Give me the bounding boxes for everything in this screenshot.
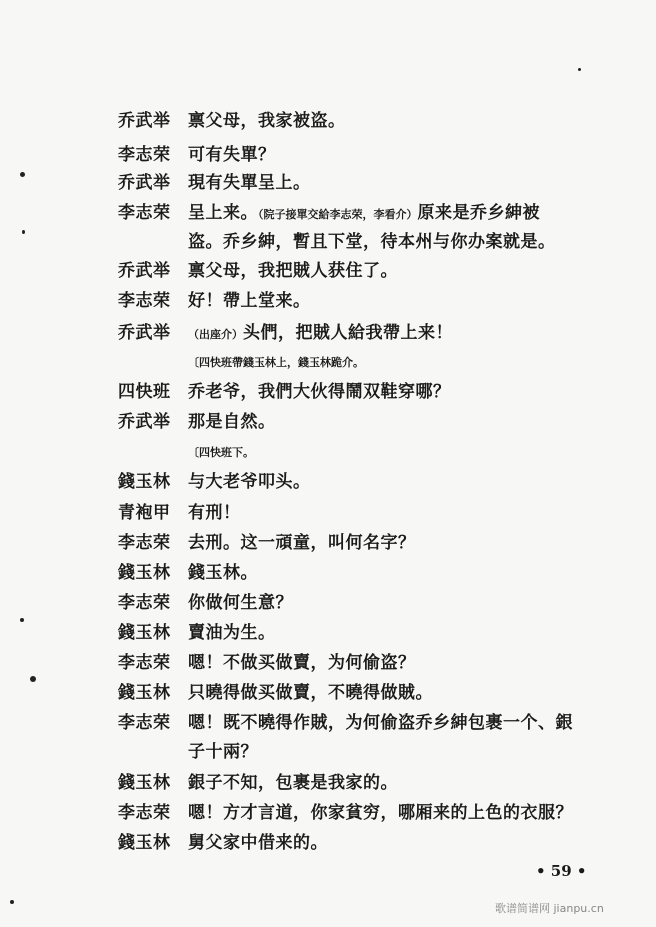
- speech-text: 錢玉林。: [188, 563, 258, 583]
- dialogue-line: [118, 172, 618, 194]
- dialogue-line: [118, 290, 618, 312]
- speaker-name: 李志荣: [118, 713, 171, 733]
- dialogue-line: [118, 144, 618, 166]
- stage-direction: 〔四快班下。: [188, 446, 254, 459]
- speaker-name: 乔武举: [118, 323, 171, 343]
- speaker-name: 李志荣: [118, 203, 171, 223]
- dialogue-line: [118, 772, 618, 794]
- speech-text: 好！帶上堂来。: [188, 291, 311, 311]
- speech-text: 只曉得做买做賣，不曉得做賊。: [188, 683, 433, 703]
- speech-post: 头們，把賊人給我帶上来！: [243, 323, 453, 343]
- dialogue-line: [118, 322, 618, 346]
- dialogue-line: [118, 202, 618, 226]
- dialogue-line: [118, 411, 618, 433]
- scan-speck: [20, 172, 25, 177]
- speech-text: 銀子不知，包裹是我家的。: [188, 773, 398, 793]
- dialogue-line: [118, 502, 618, 524]
- speaker-name: 李志荣: [118, 803, 171, 823]
- speech-text: 賣油为生。: [188, 623, 276, 643]
- speech-text: 現有失單呈上。: [188, 173, 311, 193]
- stage-direction: 〔四快班帶錢玉林上，錢玉林跪介。: [188, 356, 364, 369]
- speech-text: 嗯！不做买做賣，为何偷盗？: [188, 653, 416, 673]
- speech-text: 你做何生意？: [188, 593, 293, 613]
- speech-text: 去刑。这一頑童，叫何名字？: [188, 533, 416, 553]
- dialogue-line: [118, 471, 618, 493]
- speaker-name: 錢玉林: [118, 623, 171, 643]
- speaker-name: 錢玉林: [118, 833, 171, 853]
- continuation-line: 盗。乔乡紳，暫且下堂，待本州与你办案就是。: [188, 232, 556, 252]
- dialogue-line: [118, 592, 618, 614]
- dialogue-line: [118, 532, 618, 554]
- speech-text: 那是自然。: [188, 412, 276, 432]
- stage-note: （出座介）: [188, 328, 243, 341]
- speech-text: 有刑！: [188, 503, 241, 523]
- speaker-name: 錢玉林: [118, 563, 171, 583]
- speech-pre: 呈上来。: [188, 203, 258, 223]
- speaker-name: 錢玉林: [118, 683, 171, 703]
- scan-speck: [30, 676, 36, 682]
- page-number: • 59 •: [536, 862, 587, 880]
- continuation-line: 子十兩？: [188, 742, 258, 762]
- speaker-name: 乔武举: [118, 261, 171, 281]
- speaker-name: 四快班: [118, 382, 171, 402]
- speech-text: 与大老爷叩头。: [188, 472, 311, 492]
- dialogue-line: [118, 652, 618, 674]
- speaker-name: 錢玉林: [118, 773, 171, 793]
- speech-text: 禀父母，我把賊人获住了。: [188, 261, 398, 281]
- speaker-name: 乔武举: [118, 173, 171, 193]
- speaker-name: 李志荣: [118, 593, 171, 613]
- speech-post: 原来是乔乡紳被: [417, 203, 540, 223]
- speech-text: 可有失單？: [188, 145, 276, 165]
- scan-speck: [20, 618, 24, 622]
- speaker-name: 乔武举: [118, 111, 171, 131]
- speaker-name: 李志荣: [118, 533, 171, 553]
- speech-text: 乔老爷，我們大伙得鬧双鞋穿哪？: [188, 382, 451, 402]
- dialogue-line: [118, 381, 618, 403]
- speaker-name: 李志荣: [118, 653, 171, 673]
- speaker-name: 李志荣: [118, 145, 171, 165]
- speaker-name: 李志荣: [118, 291, 171, 311]
- dialogue-line: [118, 622, 618, 644]
- speech-text: [188, 322, 618, 346]
- scan-speck: [22, 230, 25, 234]
- stage-note: （院子接單交給李志荣，李看介）: [258, 208, 418, 221]
- speaker-name: 青袍甲: [118, 503, 171, 523]
- speaker-name: 錢玉林: [118, 472, 171, 492]
- speech-text: 舅父家中借来的。: [188, 833, 328, 853]
- dialogue-line: [118, 682, 618, 704]
- speech-text: 嗯！方才言道，你家貧穷，哪厢来的上色的衣服？: [188, 803, 573, 823]
- dialogue-line: [118, 562, 618, 584]
- watermark-text: 歌谱简谱网 jianpu.cn: [495, 902, 604, 915]
- speech-text: 禀父母，我家被盗。: [188, 111, 346, 131]
- dialogue-line: [118, 802, 618, 824]
- scan-speck: [578, 68, 581, 71]
- speaker-name: 乔武举: [118, 412, 171, 432]
- speech-text: 嗯！既不曉得作賊，为何偷盗乔乡紳包裹一个、銀: [188, 713, 573, 733]
- speech-text: [188, 202, 618, 226]
- dialogue-line: [118, 712, 618, 734]
- dialogue-line: [118, 832, 618, 854]
- dialogue-line: [118, 260, 618, 282]
- dialogue-line: [118, 110, 618, 132]
- scan-speck: [10, 900, 14, 904]
